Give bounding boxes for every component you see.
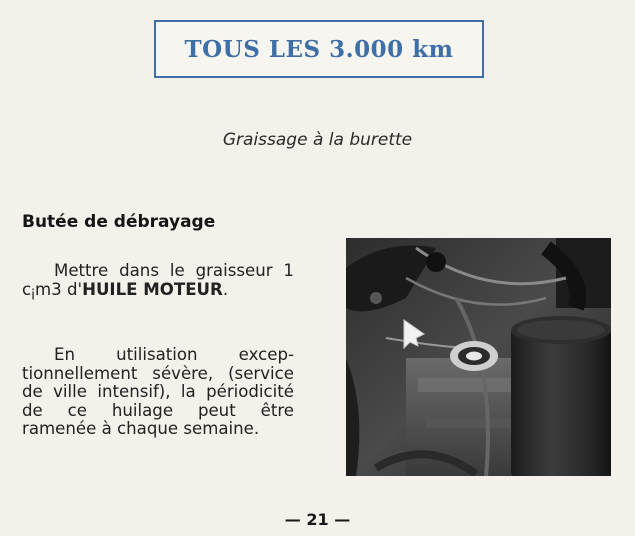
paragraph-1-text-before: Mettre dans le graisseur 1 c: [22, 261, 294, 299]
page-title: TOUS LES 3.000 km: [184, 35, 454, 63]
engine-photo: [346, 238, 611, 476]
paragraph-1: [22, 262, 294, 304]
engine-photo-graphic: [346, 238, 611, 476]
paragraph-1-text-middle: m3 d': [34, 279, 83, 299]
page-number: — 21 —: [284, 510, 351, 529]
paragraph-2-text: En utilisation exceptionnellement sévère, (service de ville intensif), la périodicité de ce huilage peut être ramenée à chaque semaine.: [22, 345, 294, 438]
paragraph-1-emphasis: HUILE MOTEUR: [82, 279, 223, 299]
header-box: [154, 20, 484, 78]
paragraph-1-text-after: .: [222, 279, 229, 299]
subtitle: Graissage à la burette: [222, 130, 413, 150]
section-title: Butée de débrayage: [22, 212, 216, 232]
paragraph-1-subscript: i: [31, 286, 35, 303]
paragraph-2: [22, 346, 294, 439]
